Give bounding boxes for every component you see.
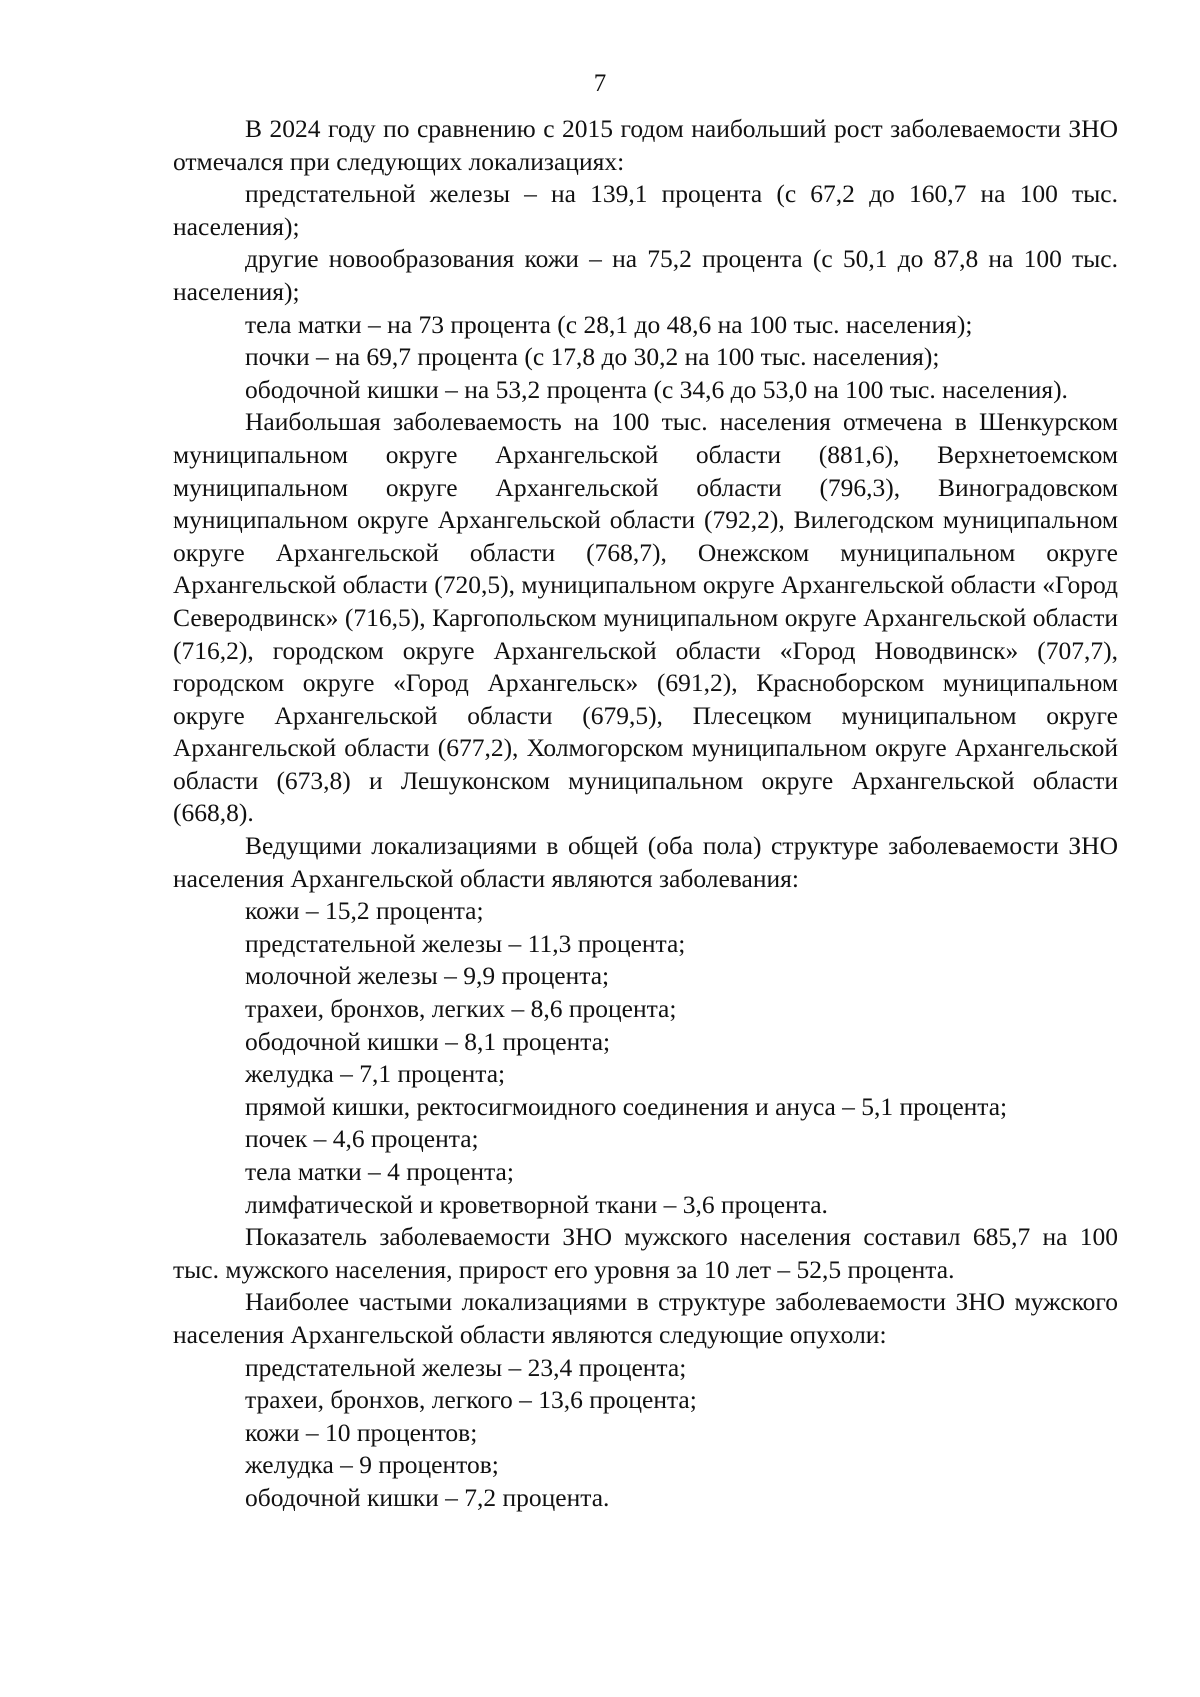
paragraph-intro-male-sites: Наиболее частыми локализациями в структуре заболеваемости ЗНО мужского населения Архангельской области являются следующие опухоли: xyxy=(173,1287,1118,1349)
list-item-growth-prostate: предстательной железы – на 139,1 процента (с 67,2 до 160,7 на 100 тыс. населения); xyxy=(173,179,1118,241)
list-item-growth-colon: ободочной кишки – на 53,2 процента (с 34,6 до 53,0 на 100 тыс. населения). xyxy=(245,374,1068,404)
paragraph-intro-growth: В 2024 году по сравнению с 2015 годом наибольший рост заболеваемости ЗНО отмечался при следующих локализациях: xyxy=(173,114,1118,176)
list-item-growth-uterus: тела матки – на 73 процента (с 28,1 до 48,6 на 100 тыс. населения); xyxy=(245,309,973,339)
list-item-male-lung: трахеи, бронхов, легкого – 13,6 процента; xyxy=(245,1385,697,1415)
list-item-site-kidney: почек – 4,6 процента; xyxy=(245,1124,479,1154)
paragraph-highest-incidence-districts: Наибольшая заболеваемость на 100 тыс. населения отмечена в Шенкурском муниципальном округе Архангельской области (881,6), Верхнетоемском муниципальном округе Архангельской области (796,3), Виноградовском муниципальном округе Архангельской области (792,2), Вилегодском муниципальном округе Архангельской области (768,7), Онежском муниципальном округе Архангельской области (720,5), муниципальном округе Архангельской области «Город Северодвинск» (716,5), Каргопольском муниципальном округе Архангельской области (716,2), городском округе Архангельской области «Город Новодвинск» (707,7), городском округе «Город Архангельск» (691,2), Красноборском муниципальном округе Архангельской области (679,5), Плесецком муниципальном округе Архангельской области (677,2), Холмогорском муниципальном округе Архангельской области (673,8) и Лешуконском муниципальном округе Архангельской области (668,8). xyxy=(173,407,1118,828)
list-item-site-prostate: предстательной железы – 11,3 процента; xyxy=(245,928,686,958)
list-item-male-skin: кожи – 10 процентов; xyxy=(245,1417,478,1447)
list-item-site-lung: трахеи, бронхов, легких – 8,6 процента; xyxy=(245,994,677,1024)
list-item-site-uterus: тела матки – 4 процента; xyxy=(245,1157,514,1186)
paragraph-male-incidence: Показатель заболеваемости ЗНО мужского населения составил 685,7 на 100 тыс. мужского населения, прирост его уровня за 10 лет – 52,5 процента. xyxy=(173,1222,1118,1284)
list-item-male-stomach: желудка – 9 процентов; xyxy=(245,1450,499,1480)
list-item-site-rectum: прямой кишки, ректосигмоидного соединения и ануса – 5,1 процента; xyxy=(245,1091,1008,1121)
list-item-site-stomach: желудка – 7,1 процента; xyxy=(245,1059,506,1089)
paragraph-intro-leading-sites: Ведущими локализациями в общей (оба пола) структуре заболеваемости ЗНО населения Архангельской области являются заболевания: xyxy=(173,831,1118,893)
list-item-site-breast: молочной железы – 9,9 процента; xyxy=(245,961,610,991)
list-item-site-skin: кожи – 15,2 процента; xyxy=(245,896,484,926)
list-item-site-lymphatic: лимфатической и кроветворной ткани – 3,6 процента. xyxy=(245,1189,828,1219)
list-item-growth-kidney: почки – на 69,7 процента (с 17,8 до 30,2 на 100 тыс. населения); xyxy=(245,342,940,372)
list-item-male-prostate: предстательной железы – 23,4 процента; xyxy=(245,1352,687,1382)
list-item-growth-skin: другие новообразования кожи – на 75,2 процента (с 50,1 до 87,8 на 100 тыс. населения); xyxy=(173,244,1118,306)
document-body xyxy=(173,113,1118,1515)
list-item-male-colon: ободочной кишки – 7,2 процента. xyxy=(245,1482,610,1512)
list-item-site-colon: ободочной кишки – 8,1 процента; xyxy=(245,1026,611,1056)
page-number: 7 xyxy=(593,70,607,97)
